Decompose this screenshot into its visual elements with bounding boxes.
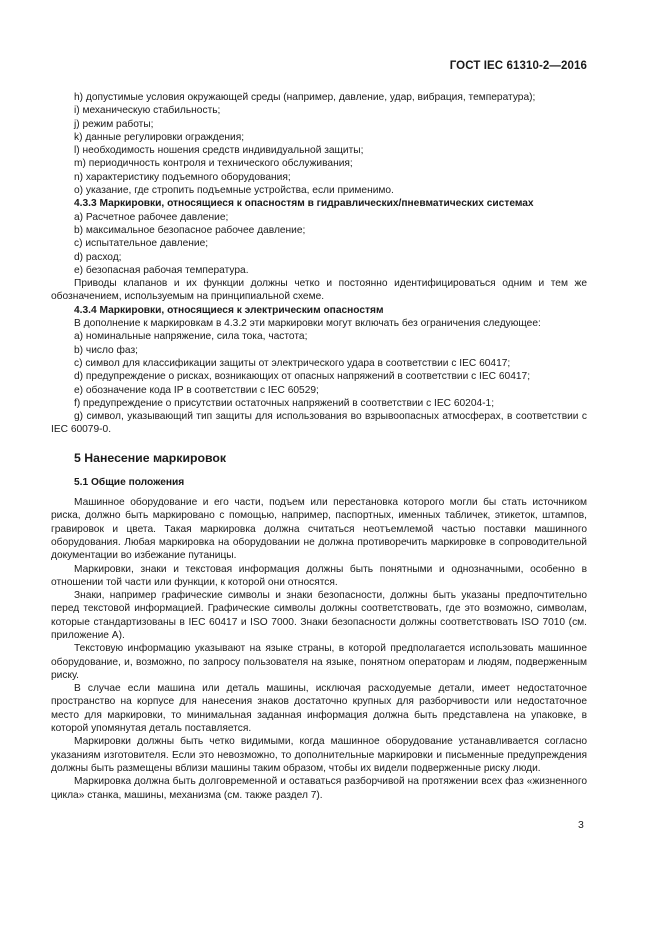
- list-item: n) характеристику подъемного оборудования;: [74, 171, 291, 183]
- list-item: d) расход;: [74, 251, 122, 263]
- list-item: f) предупреждение о присутствии остаточных напряжений в соответствии с IEC 60204-1;: [74, 397, 495, 409]
- paragraph: Маркировка должна быть долговременной и оставаться разборчивой на протяжении всех фаз «жизненного цикла» станка, машины, механизма (см. также раздел 7).: [51, 776, 587, 801]
- paragraph: Маркировки, знаки и текстовая информация должны быть понятными и однозначными, особенно в отношении той части или функции, к которой они относятся.: [51, 563, 587, 588]
- paragraph: В случае если машина или деталь машины, исключая расходуемые детали, имеет недостаточное пространство на корпусе для нанесения знаков достаточно крупных для разборчивости или недостаточное место для маркировки, то минимальная заданная информация должна быть представлена на упаковке, в которой упомянутая деталь поставляется.: [51, 683, 587, 735]
- paragraph: Машинное оборудование и его части, подъем или перестановка которого могли бы стать источником риска, должно быть маркировано с помощью, например, паспортных, именных табличек, этикеток, штампов, гравировок и цвета. Такая маркировка должна считаться неотъемлемой частью поставки машинного оборудования. Любая маркировка на оборудовании не должна противоречить маркировке в сопроводительной документации во избежание путаницы.: [51, 497, 587, 562]
- list-item: e) обозначение кода IP в соответствии с IEC 60529;: [74, 384, 319, 396]
- list-item: g) символ, указывающий тип защиты для использования во взрывоопасных атмосферах, в соответствии с IEC 60079-0.: [51, 411, 587, 436]
- paragraph: Маркировки должны быть четко видимыми, когда машинное оборудование устанавливается согласно указаниям изготовителя. Если это невозможно, то дополнительные маркировки и письменные предупреждения должны быть размещены вблизи машины таким образом, чтобы их видели подверженные риску люди.: [51, 736, 587, 774]
- list-item: i) механическую стабильность;: [74, 105, 221, 117]
- list-item: d) предупреждение о рисках, возникающих от опасных напряжений в соответствии с IEC 60417;: [74, 371, 531, 383]
- list-item: e) безопасная рабочая температура.: [74, 264, 249, 276]
- section-heading-5: 5 Нанесение маркировок: [74, 450, 227, 465]
- list-item: l) необходимость ношения средств индивидуальной защиты;: [74, 145, 364, 157]
- list-item: b) максимальное безопасное рабочее давление;: [74, 224, 306, 236]
- page-number: 3: [578, 819, 584, 831]
- subsection-heading-4-3-4: 4.3.4 Маркировки, относящиеся к электрическим опасностям: [74, 304, 384, 316]
- list-item: j) режим работы;: [74, 118, 154, 130]
- list-item: m) периодичность контроля и технического обслуживания;: [74, 158, 353, 170]
- list-item: a) номинальные напряжение, сила тока, частота;: [74, 331, 308, 343]
- document-header: ГОСТ IEC 61310-2—2016: [449, 60, 587, 72]
- paragraph: Текстовую информацию указывают на языке страны, в которой предполагается использовать машинное оборудование, и, возможно, по запросу пользователя на языке, понятном операторам и людям, подверженным риску.: [51, 643, 587, 681]
- paragraph: Знаки, например графические символы и знаки безопасности, должны быть указаны предпочтительно перед текстовой информацией. Графические символы должны соответствовать, где это возможно, символам, которые стандартизованы в IEC 60417 и ISO 7000. Знаки безопасности должны соответствовать ISO 7010 (см. приложение А).: [51, 590, 587, 641]
- list-item: b) число фаз;: [74, 344, 138, 356]
- document-body: [51, 91, 587, 802]
- list-item: o) указание, где стропить подъемные устройства, если применимо.: [74, 185, 394, 197]
- paragraph: В дополнение к маркировкам в 4.3.2 эти маркировки могут включать без ограничения следующее:: [74, 318, 541, 330]
- subsection-heading-4-3-3: 4.3.3 Маркировки, относящиеся к опасностям в гидравлических/пневматических системах: [74, 198, 534, 210]
- list-item: h) допустимые условия окружающей среды (например, давление, удар, вибрация, температура);: [74, 92, 536, 103]
- list-item: k) данные регулировки ограждения;: [74, 131, 245, 143]
- list-item: c) символ для классификации защиты от электрического удара в соответствии с IEC 60417;: [74, 357, 511, 369]
- subsection-heading-5-1: 5.1 Общие положения: [74, 476, 185, 488]
- paragraph: Приводы клапанов и их функции должны четко и постоянно идентифицироваться одним и тем же обозначением, используемым на принципиальной схеме.: [51, 278, 587, 303]
- list-item: c) испытательное давление;: [74, 238, 209, 250]
- list-item: a) Расчетное рабочее давление;: [74, 211, 229, 223]
